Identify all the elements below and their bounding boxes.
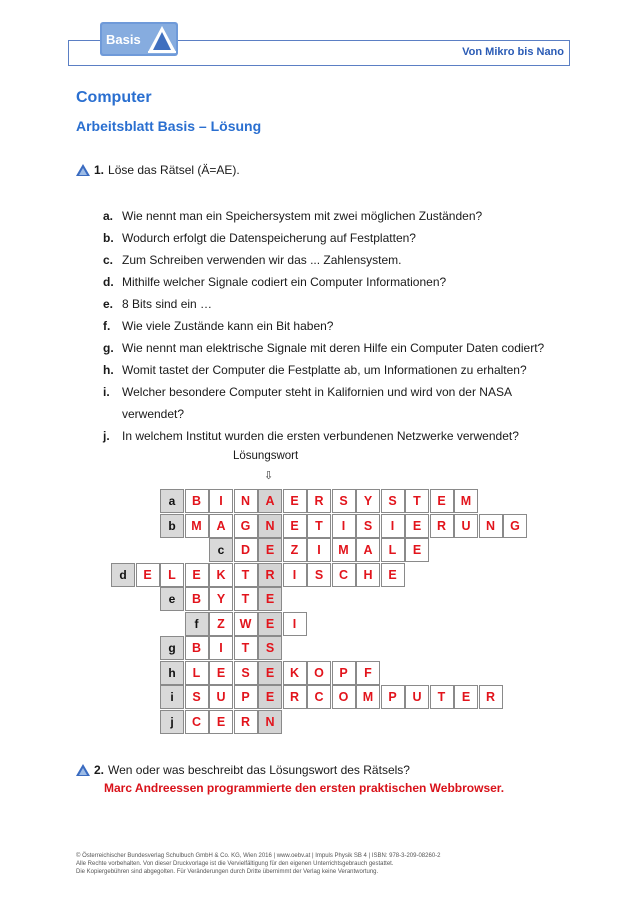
question-letter: j. — [103, 429, 110, 443]
crossword-row-label: e — [160, 587, 184, 611]
basis-triangle-icon — [76, 764, 90, 776]
crossword-cell: D — [234, 538, 258, 562]
crossword-cell: O — [307, 661, 331, 685]
crossword-cell: O — [332, 685, 356, 709]
crossword-cell: E — [209, 661, 233, 685]
crossword-cell: B — [185, 489, 209, 513]
crossword-cell: G — [234, 514, 258, 538]
crossword-cell: K — [209, 563, 233, 587]
question-item — [103, 359, 563, 381]
question-letter: a. — [103, 209, 114, 223]
question-item — [103, 315, 563, 337]
crossword-cell: T — [234, 563, 258, 587]
crossword-cell: S — [332, 489, 356, 513]
question-text: Zum Schreiben verwenden wir das ... Zahlensystem. — [122, 253, 402, 267]
crossword-cell: E — [185, 563, 209, 587]
crossword-row-label: g — [160, 636, 184, 660]
crossword-cell: R — [234, 710, 258, 734]
question-letter: d. — [103, 275, 114, 289]
crossword-cell: L — [185, 661, 209, 685]
crossword-row-label: h — [160, 661, 184, 685]
crossword-cell: R — [283, 685, 307, 709]
crossword-cell: W — [234, 612, 258, 636]
question-text: Welcher besondere Computer steht in Kalifornien und wird von der NASA verwendet? — [122, 385, 512, 421]
crossword-cell: C — [307, 685, 331, 709]
task-2-question: Wen oder was beschreibt das Lösungswort des Rätsels? — [108, 763, 410, 777]
crossword-cell: E — [283, 489, 307, 513]
crossword-cell: C — [332, 563, 356, 587]
question-text: Wie nennt man elektrische Signale mit deren Hilfe ein Computer Daten codiert? — [122, 341, 545, 355]
crossword-cell: R — [479, 685, 503, 709]
footer-copyright: © Österreichischer Bundesverlag Schulbuch GmbH & Co. KG, Wien 2016 | www.oebv.at | Impuls Physik SB 4 | ISBN: 978-3-209-08260-2 — [76, 853, 441, 859]
crossword-cell: E — [136, 563, 160, 587]
crossword-row-label: f — [185, 612, 209, 636]
crossword-solution-cell: E — [258, 685, 282, 709]
crossword-cell: G — [503, 514, 527, 538]
page-subtitle: Arbeitsblatt Basis – Lösung — [76, 118, 262, 134]
crossword-cell: N — [479, 514, 503, 538]
crossword-cell: S — [356, 514, 380, 538]
crossword-cell: B — [185, 587, 209, 611]
crossword-cell: I — [307, 538, 331, 562]
crossword-cell: I — [283, 612, 307, 636]
crossword-cell: N — [234, 489, 258, 513]
crossword-row-label: b — [160, 514, 184, 538]
crossword-cell: E — [430, 489, 454, 513]
task-1-number: 1. — [94, 163, 105, 177]
question-text: Wodurch erfolgt die Datenspeicherung auf Festplatten? — [122, 231, 416, 245]
footer-rights: Alle Rechte vorbehalten. Von dieser Druckvorlage ist die Vervielfältigung für den eigenen Unterrichtsgebrauch gestattet. — [76, 861, 394, 867]
question-text: Mithilfe welcher Signale codiert ein Computer Informationen? — [122, 275, 447, 289]
crossword-cell: E — [405, 514, 429, 538]
crossword-cell: L — [381, 538, 405, 562]
crossword-solution-cell: E — [258, 538, 282, 562]
question-item — [103, 249, 563, 271]
crossword-cell: T — [430, 685, 454, 709]
task-2-heading — [76, 763, 410, 777]
crossword-cell: U — [209, 685, 233, 709]
crossword-cell: Y — [209, 587, 233, 611]
crossword-cell: I — [209, 636, 233, 660]
crossword-solution-cell: E — [258, 587, 282, 611]
question-item — [103, 425, 563, 447]
crossword-cell: T — [234, 587, 258, 611]
down-arrow-icon: ⇩ — [264, 470, 274, 482]
crossword-cell: I — [332, 514, 356, 538]
question-letter: c. — [103, 253, 114, 267]
crossword-cell: E — [283, 514, 307, 538]
crossword-row-label: a — [160, 489, 184, 513]
crossword-cell: A — [356, 538, 380, 562]
crossword-cell: E — [381, 563, 405, 587]
crossword-solution-cell: R — [258, 563, 282, 587]
question-item — [103, 205, 563, 227]
footer — [76, 852, 596, 876]
question-text: Womit tastet der Computer die Festplatte ab, um Informationen zu erhalten? — [122, 363, 527, 377]
crossword-cell: E — [454, 685, 478, 709]
crossword-cell: L — [160, 563, 184, 587]
crossword-cell: Y — [356, 489, 380, 513]
crossword-cell: H — [356, 563, 380, 587]
logo-text: Basis — [106, 32, 141, 47]
question-letter: i. — [103, 385, 110, 399]
crossword-cell: T — [307, 514, 331, 538]
question-text: 8 Bits sind ein … — [122, 297, 213, 311]
crossword-cell: S — [307, 563, 331, 587]
crossword-row-label: c — [209, 538, 233, 562]
task-1-instruction: Löse das Rätsel (Ä=AE). — [108, 163, 240, 177]
task-2-answer: Marc Andreessen programmierte den ersten praktischen Webbrowser. — [104, 781, 505, 795]
crossword-cell: F — [356, 661, 380, 685]
solution-word-label: Lösungswort — [233, 450, 299, 462]
crossword-cell: C — [185, 710, 209, 734]
crossword-cell: M — [454, 489, 478, 513]
question-item — [103, 293, 563, 315]
crossword-cell: R — [430, 514, 454, 538]
crossword-cell: S — [185, 685, 209, 709]
crossword-cell: T — [234, 636, 258, 660]
crossword-solution-cell: N — [258, 710, 282, 734]
crossword-cell: P — [234, 685, 258, 709]
question-item — [103, 227, 563, 249]
question-letter: e. — [103, 297, 114, 311]
crossword-cell: K — [283, 661, 307, 685]
question-text: In welchem Institut wurden die ersten verbundenen Netzwerke verwendet? — [122, 429, 519, 443]
crossword-cell: M — [332, 538, 356, 562]
crossword-solution-cell: N — [258, 514, 282, 538]
question-item — [103, 337, 563, 359]
crossword-solution-cell: A — [258, 489, 282, 513]
crossword-solution-cell: E — [258, 661, 282, 685]
crossword-cell: R — [307, 489, 331, 513]
task-2-number: 2. — [94, 763, 105, 777]
crossword-cell: A — [209, 514, 233, 538]
crossword-cell: I — [209, 489, 233, 513]
footer-disclaimer: Die Kopiergebühren sind abgegolten. Für Veränderungen durch Dritte übernimmt der Verlag keine Verantwortung. — [76, 869, 379, 875]
question-text: Wie viele Zustände kann ein Bit haben? — [122, 319, 334, 333]
question-item — [103, 381, 563, 425]
task-1-heading — [76, 163, 240, 177]
crossword-cell: P — [332, 661, 356, 685]
basis-triangle-icon — [76, 164, 90, 176]
question-text: Wie nennt man ein Speichersystem mit zwei möglichen Zuständen? — [122, 209, 483, 223]
crossword-cell: S — [381, 489, 405, 513]
header-subtitle: Von Mikro bis Nano — [462, 46, 564, 58]
crossword-cell: Z — [209, 612, 233, 636]
crossword-cell: B — [185, 636, 209, 660]
crossword-row-label: j — [160, 710, 184, 734]
crossword-cell: U — [405, 685, 429, 709]
crossword-cell: I — [283, 563, 307, 587]
basis-logo — [100, 22, 178, 56]
crossword-cell: M — [185, 514, 209, 538]
crossword-row-label: i — [160, 685, 184, 709]
crossword-cell: Z — [283, 538, 307, 562]
question-item — [103, 271, 563, 293]
question-letter: g. — [103, 341, 114, 355]
crossword-cell: I — [381, 514, 405, 538]
crossword-cell: S — [234, 661, 258, 685]
question-letter: h. — [103, 363, 114, 377]
crossword-cell: E — [209, 710, 233, 734]
crossword-cell: T — [405, 489, 429, 513]
page-title: Computer — [76, 89, 152, 106]
crossword-cell: E — [405, 538, 429, 562]
crossword-row-label: d — [111, 563, 135, 587]
question-letter: f. — [103, 319, 111, 333]
crossword-cell: P — [381, 685, 405, 709]
question-letter: b. — [103, 231, 114, 245]
crossword-cell: U — [454, 514, 478, 538]
question-list — [103, 205, 563, 447]
crossword-cell: M — [356, 685, 380, 709]
crossword-solution-cell: E — [258, 612, 282, 636]
crossword-solution-cell: S — [258, 636, 282, 660]
